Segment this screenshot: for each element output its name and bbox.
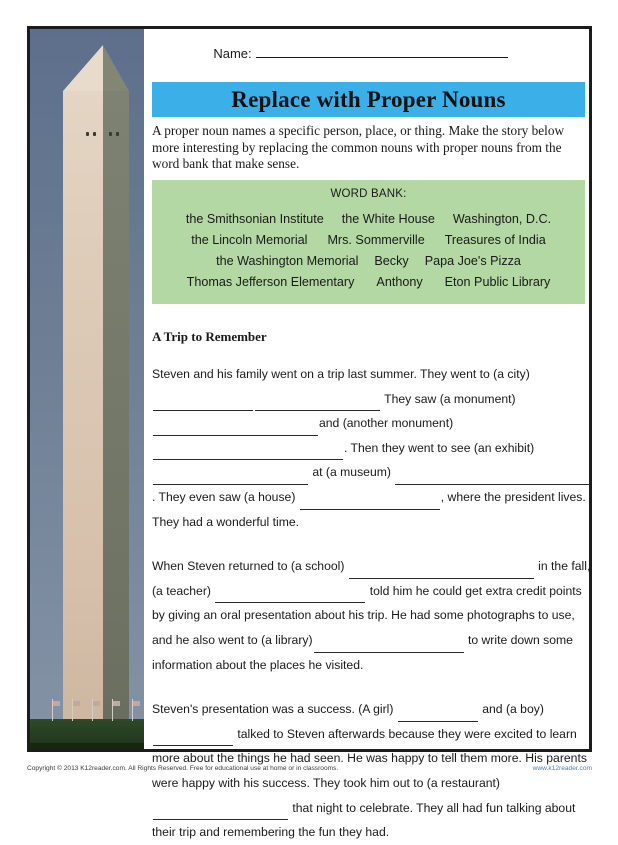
word-bank-term[interactable]: the White House (341, 212, 435, 226)
copyright-text: Copyright © 2013 K12reader.com. All Rights Reserved. Free for educational use at home or in classrooms. (27, 765, 339, 772)
title-banner (152, 82, 585, 117)
word-bank-term[interactable]: Washington, D.C. (452, 212, 552, 226)
word-bank-term[interactable]: Papa Joe's Pizza (424, 254, 521, 268)
photo-treeline (30, 719, 144, 743)
word-bank-term[interactable]: Eton Public Library (444, 275, 551, 289)
story-paragraph: Steven's presentation was a success. (A girl) and (a boy) talked to Steven afterwards because they were excited to learn more about the things he had seen. He was happy to tell them more. His parents were happy with his success. They took him out to (a restaurant) that night to celebrate. They all had fun talking about their trip and remembering the fun they had. (152, 702, 587, 840)
flag-pole (92, 699, 93, 721)
name-input-line[interactable] (256, 45, 508, 58)
page-title: Replace with Proper Nouns (231, 86, 506, 112)
answer-blank[interactable] (153, 447, 343, 460)
monument-pyramidion-light (63, 45, 103, 91)
word-bank-row (152, 209, 585, 230)
instructions-text: A proper noun names a specific person, place, or thing. Make the story below more interesting by replacing the common nouns with proper nouns from the word bank that make sense. (152, 123, 565, 171)
monument-aperture (86, 132, 89, 136)
monument-aperture (109, 132, 112, 136)
word-bank-term[interactable]: Becky (374, 254, 409, 268)
website-link[interactable]: www.k12reader.com (532, 765, 592, 772)
monument-aperture (93, 132, 96, 136)
word-bank (152, 180, 585, 304)
answer-blank[interactable] (314, 640, 464, 653)
answer-blank[interactable] (153, 733, 233, 746)
word-bank-row (152, 230, 585, 251)
monument-shaft-light (63, 91, 103, 741)
answer-blank[interactable] (349, 566, 534, 579)
word-bank-row (152, 251, 585, 272)
word-bank-row (152, 272, 585, 293)
name-label: Name: (213, 46, 252, 61)
washington-monument-photo (30, 29, 144, 749)
word-bank-term[interactable]: Anthony (376, 275, 423, 289)
answer-blank[interactable] (153, 423, 318, 436)
story-paragraph: When Steven returned to (a school) in the fall, (a teacher) told him he could get extra credit points by giving an oral presentation about his trip. He had some photographs to use, and he also went to (a library) to write down some information about the places he visited. (152, 559, 591, 672)
name-row (144, 45, 577, 61)
monument-pyramidion-shadow (103, 45, 129, 91)
monument-shaft-shadow (103, 91, 129, 741)
answer-blank[interactable] (153, 807, 288, 820)
footer (27, 765, 592, 772)
story-body (152, 362, 592, 845)
word-bank-term[interactable]: the Smithsonian Institute (185, 212, 324, 226)
answer-blank[interactable] (395, 472, 590, 485)
story-paragraph: Steven and his family went on a trip last summer. They went to (a city) They saw (a monument) and (another monument) . Then they went to see (an exhibit) at (a museum) . They even saw (a house) , where the president lives. They had a wonderful time. (152, 362, 592, 534)
answer-blank[interactable] (255, 398, 380, 411)
answer-blank[interactable] (153, 472, 308, 485)
word-bank-term[interactable]: the Lincoln Memorial (191, 233, 308, 247)
answer-blank[interactable] (398, 709, 478, 722)
word-bank-title: WORD BANK: (330, 188, 407, 200)
photo-ground (30, 743, 144, 749)
story-heading: A Trip to Remember (152, 329, 267, 344)
monument-aperture (116, 132, 119, 136)
flag-pole (52, 699, 53, 721)
word-bank-term[interactable]: Treasures of India (444, 233, 546, 247)
answer-blank[interactable] (300, 497, 440, 510)
word-bank-term[interactable]: Mrs. Sommerville (327, 233, 425, 247)
word-bank-term[interactable]: Thomas Jefferson Elementary (186, 275, 355, 289)
answer-blank[interactable] (215, 590, 365, 603)
word-bank-term[interactable]: the Washington Memorial (216, 254, 359, 268)
flag-pole (112, 699, 113, 721)
answer-blank[interactable] (153, 398, 253, 411)
flag-pole (132, 699, 133, 721)
flag-pole (72, 699, 73, 721)
